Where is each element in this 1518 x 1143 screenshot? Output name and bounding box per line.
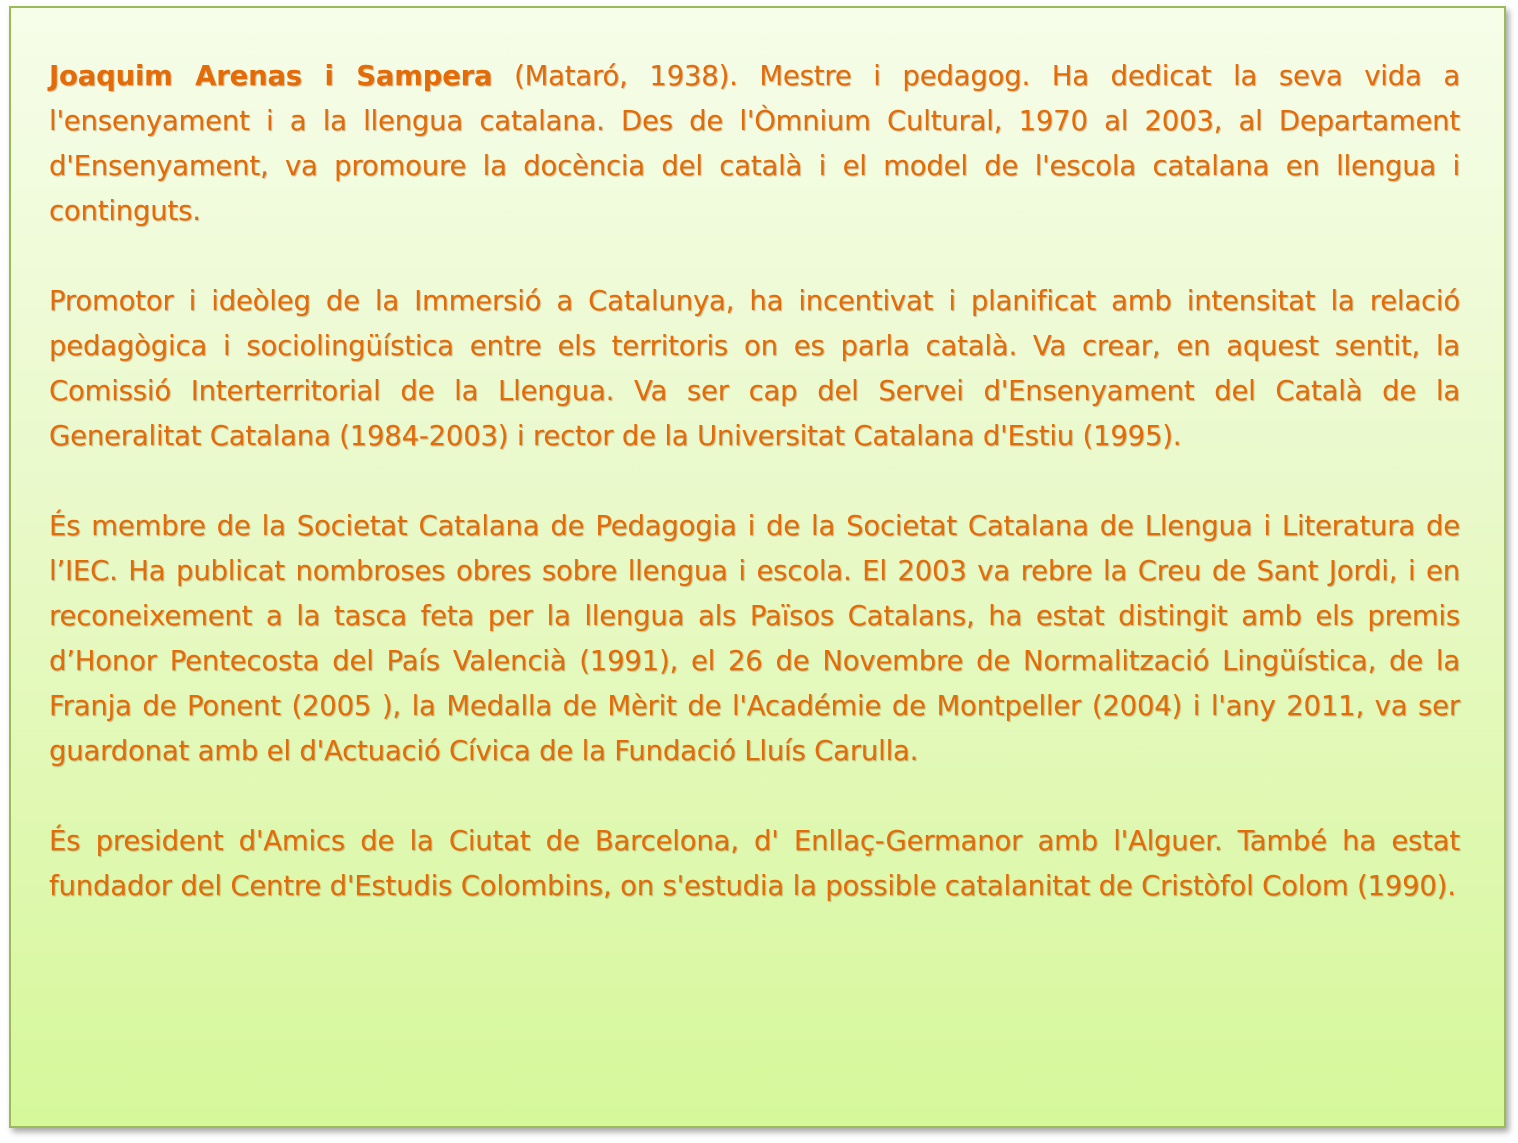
person-name: Joaquim Arenas i Sampera bbox=[49, 60, 493, 92]
biography-text bbox=[49, 54, 1460, 954]
intro-text: (Mataró, 1938). Mestre i pedagog. Ha dedicat la seva vida a l'ensenyament i a la llengua catalana. Des de l'Òmnium Cultural, 1970 al 2003, al Departament d'Ensenyament, va promoure la docència del català i el model de l'escola catalana en llengua i continguts. bbox=[49, 60, 1460, 227]
paragraph-awards: És membre de la Societat Catalana de Pedagogia i de la Societat Catalana de Llengua i Literatura de l’IEC. Ha publicat nombroses obres sobre llengua i escola. El 2003 va rebre la Creu de Sant Jordi, i en reconeixement a la tasca feta per la llengua als Països Catalans, ha estat distingit amb els premis d’Honor Pentecosta del País Valencià (1991), el 26 de Novembre de Normalització Lingüística, de la Franja de Ponent (2005 ), la Medalla de Mèrit de l'Académie de Montpeller (2004) i l'any 2011, va ser guardonat amb el d'Actuació Cívica de la Fundació Lluís Carulla. bbox=[49, 510, 1460, 767]
paragraph-immersion: Promotor i ideòleg de la Immersió a Catalunya, ha incentivat i planificat amb intensitat la relació pedagògica i sociolingüística entre els territoris on es parla català. Va crear, en aquest sentit, la Comissió Interterritorial de la Llengua. Va ser cap del Servei d'Ensenyament del Català de la Generalitat Catalana (1984-2003) i rector de la Universitat Catalana d'Estiu (1995). bbox=[49, 285, 1460, 452]
paragraph-intro bbox=[49, 54, 1460, 234]
paragraph-associations: És president d'Amics de la Ciutat de Barcelona, d' Enllaç-Germanor amb l'Alguer. També ha estat fundador del Centre d'Estudis Colombins, on s'estudia la possible catalanitat de Cristòfol Colom (1990). bbox=[49, 825, 1460, 902]
biography-card bbox=[9, 6, 1506, 1128]
